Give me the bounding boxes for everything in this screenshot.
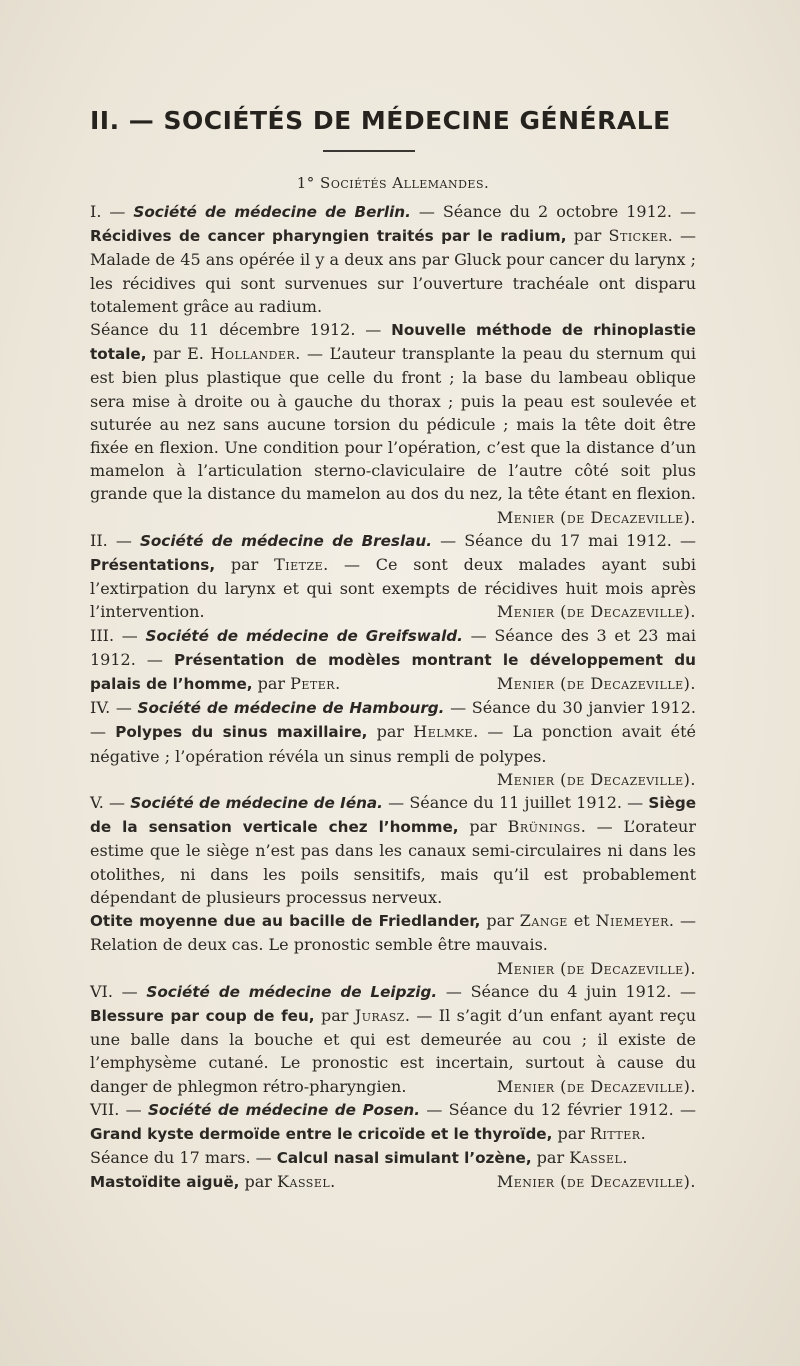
author-name: Brünings [507, 817, 581, 837]
by-word: par [239, 1172, 278, 1192]
entry-number: I. — [90, 202, 134, 221]
by-word: par [458, 817, 508, 837]
summary-text: . [330, 1172, 336, 1192]
by-word: par E. [146, 344, 211, 364]
society-name: Société de médecine de Breslau. [139, 531, 433, 550]
entry-greifswald [90, 624, 696, 697]
entry-iena-p1 [90, 791, 696, 909]
author-name: Kassel [569, 1148, 623, 1168]
summary-text: . [335, 674, 341, 694]
entry-breslau [90, 529, 696, 624]
entry-posen-p1 [90, 1098, 696, 1146]
session-date: — Séance du 2 octobre 1912. — [410, 202, 696, 221]
topic-title: Otite moyenne due au bacille de Friedlander, [90, 912, 481, 931]
society-name: Société de médecine de Leipzig. [146, 982, 438, 1001]
signature: Menier (de Decazeville). [496, 602, 696, 622]
entry-number: VII. — [90, 1099, 148, 1119]
topic-title: Présentation de modèles montrant le développement du palais de l’homme, [90, 650, 696, 694]
topic-title: Nouvelle méthode de rhinoplastie totale, [90, 321, 696, 364]
society-name: Société de médecine de Hambourg. [137, 699, 445, 718]
session-date: — Séance du 12 février 1912. — [419, 1099, 697, 1119]
section-heading: 1° Sociétés Allemandes. [296, 174, 490, 192]
by-word: par [566, 226, 609, 246]
by-word: par [215, 555, 275, 575]
author-name: Kassel [277, 1172, 331, 1192]
session-date: — Séance des 3 et 23 mai 1912. — [90, 625, 696, 669]
signature: Menier (de Decazeville). [496, 674, 696, 694]
by-word: par [252, 674, 291, 694]
article-body [90, 200, 696, 1195]
session-date: — Séance du 11 juillet 1912. — [382, 793, 649, 813]
summary-text: . [640, 1123, 646, 1143]
by-word: par [314, 1005, 355, 1025]
author-name: Ritter [590, 1123, 641, 1143]
topic-title: Blessure par coup de feu, [90, 1006, 315, 1025]
entry-number: VI. — [90, 981, 147, 1001]
entry-number: III. — [90, 625, 146, 645]
topic-title: Mastoïdite aiguë, [90, 1173, 240, 1192]
signature: Menier (de Decazeville). [496, 507, 696, 527]
summary-text: . — L’orateur estime que le siège n’est pas dans les canaux semi-circulaires ni dans les otolithes, ni dans les poils sensitifs, mais qu’il est probablement dépendant de plusieurs processus nerveux. [90, 817, 697, 907]
signature: Menier (de Decazeville). [496, 958, 696, 978]
topic-title: Polypes du sinus maxillaire, [115, 723, 368, 742]
topic-title: Siège de la sensation verticale chez l’homme, [90, 794, 696, 837]
topic-title: Récidives de cancer pharyngien traités par le radium, [90, 227, 567, 246]
entry-iena-p2 [90, 909, 696, 978]
summary-text: . — Ce sont deux malades ayant subi l’extirpation du larynx et qui sont exempts de récidives huit mois après l’intervention. [90, 555, 696, 622]
author-name: Helmke [413, 722, 474, 742]
author-name: Jurasz [354, 1005, 405, 1025]
signature: Menier (de Decazeville). [496, 769, 696, 789]
entry-berlin-p2 [90, 318, 697, 527]
entry-number: V. — [90, 793, 131, 813]
entry-berlin-p1 [90, 200, 696, 318]
entry-posen-p3 [90, 1170, 696, 1194]
summary-text: . — L’auteur transplante la peau du sternum qui est bien plus plastique que celle du front ; la base du lambeau oblique sera mise à droite ou à gauche du thorax ; puis la peau est soulevée et suturée au nez sans aucune torsion du pédicule ; mais la tête doit être fixée en flexion. Une condition pour l’opération, c’est que la distance d’un mamelon à l’articulation sterno-claviculaire de l’autre côté soit plus grande que la distance du mamelon au dos du nez, la tête étant en flexion. [90, 344, 697, 504]
by-word: par [531, 1148, 570, 1168]
author-name: Peter [290, 674, 336, 694]
entry-leipzig [90, 980, 696, 1098]
signature: Menier (de Decazeville). [496, 1076, 696, 1096]
by-word: par [480, 911, 520, 931]
summary-text: . — La ponction avait été négative ; l’opération révéla un sinus rempli de polypes. [90, 722, 697, 766]
entry-number: II. — [90, 530, 140, 550]
signature: Menier (de Decazeville). [496, 1172, 696, 1192]
topic-title: Grand kyste dermoïde entre le cricoïde et le thyroïde, [90, 1124, 553, 1143]
summary-text: . [622, 1148, 628, 1168]
author-name: Sticker [608, 226, 668, 246]
and-word: et [567, 911, 596, 931]
society-name: Société de médecine de Greifswald. [145, 626, 463, 645]
author-name: Zange [519, 911, 568, 931]
session-date: Séance du 17 mars. — [90, 1148, 277, 1168]
entry-posen-p2 [90, 1146, 696, 1170]
topic-title: Calcul nasal simulant l’ozène, [276, 1149, 532, 1168]
title-rule [323, 150, 415, 152]
society-name: Société de médecine de Posen. [147, 1100, 420, 1119]
page-title: II. — SOCIÉTÉS DE MÉDECINE GÉNÉRALE [90, 106, 671, 135]
summary-text: . — Malade de 45 ans opérée il y a deux ans par Gluck pour cancer du larynx ; les récidives qui sont survenues sur l’ouverture trachéale ont disparu totalement grâce au radium. [90, 226, 697, 316]
topic-title: Présentations, [90, 556, 216, 575]
entry-number: IV. — [90, 698, 138, 718]
session-date: — Séance du 17 mai 1912. — [432, 530, 696, 550]
entry-hambourg [90, 696, 697, 789]
author-name-2: Niemeyer [595, 911, 669, 931]
author-name: Tietze [274, 555, 324, 575]
session-date: — Séance du 4 juin 1912. — [437, 981, 697, 1001]
society-name: Société de médecine de Berlin. [133, 203, 411, 221]
session-date: Séance du 11 décembre 1912. — [90, 320, 392, 340]
summary-text: . — Relation de deux cas. Le pronostic semble être mauvais. [90, 911, 696, 955]
summary-text: . — Il s’agit d’un enfant ayant reçu une balle dans la bouche et qui est demeurée au cou ; il existe de l’emphysème cutané. Le pronostic est incertain, surtout à cause du danger de phlegmon rétro-pharyngien. [90, 1005, 697, 1096]
by-word: par [552, 1123, 590, 1143]
session-date: — Séance du 30 janvier 1912. — [90, 698, 696, 742]
society-name: Société de médecine de Iéna. [130, 794, 383, 813]
by-word: par [367, 722, 414, 742]
author-name: Hollander [210, 344, 296, 364]
